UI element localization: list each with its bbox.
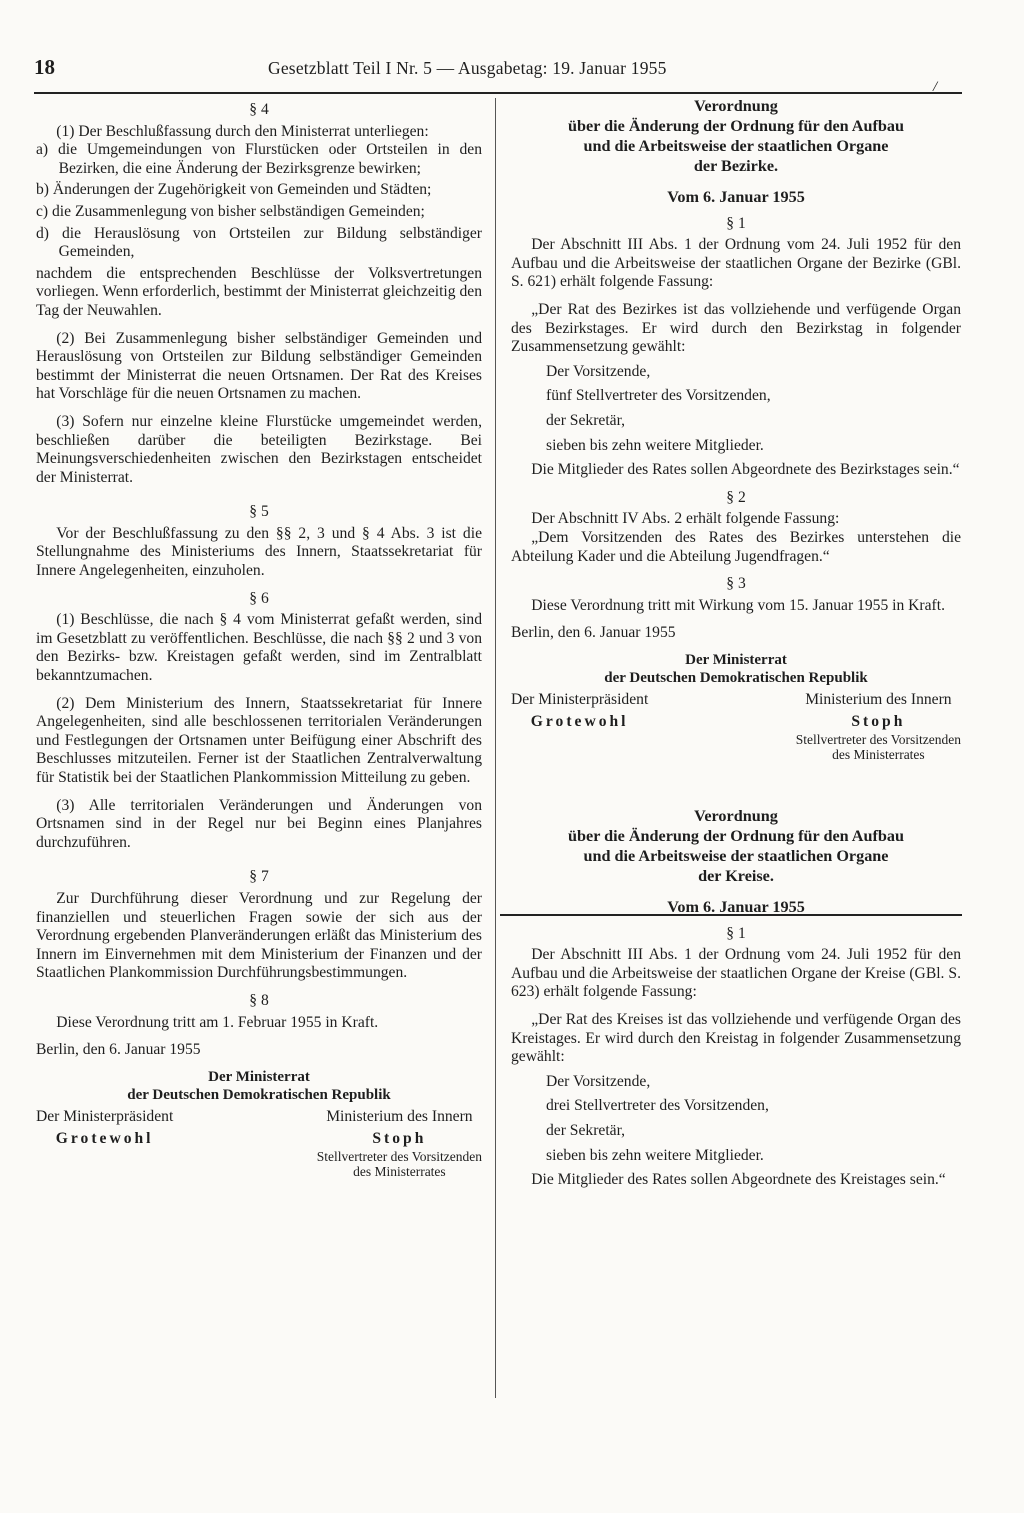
- list-item: a) die Umgemeindungen von Flurstücken oder Ortsteilen in den Bezirken, die eine Änderung der Bezirksgrenze bewirken;: [36, 141, 482, 177]
- decree-date: Vom 6. Januar 1955: [667, 188, 805, 206]
- quotation: [511, 1011, 961, 1190]
- running-title: Gesetzblatt Teil I Nr. 5 — Ausgabetag: 19. Januar 1955: [268, 58, 667, 78]
- member-line: drei Stellvertreter des Vorsitzenden,: [546, 1097, 769, 1115]
- signature-subtitle: des Ministerrates: [353, 1163, 446, 1179]
- page-number: 18: [34, 55, 55, 79]
- title-line: und die Arbeitsweise der staatlichen Organe: [583, 847, 889, 866]
- enumeration-list: [36, 141, 482, 262]
- left-column: [36, 96, 482, 1179]
- signature-name: Stoph: [372, 1130, 427, 1148]
- list-item: c) die Zusammenlegung von bisher selbständigen Gemeinden;: [36, 202, 425, 220]
- section-heading: § 2: [726, 488, 746, 506]
- section-heading: § 1: [726, 924, 746, 942]
- member-line: sieben bis zehn weitere Mitglieder.: [546, 1146, 764, 1164]
- list-item: b) Änderungen der Zugehörigkeit von Gemeinden und Städten;: [36, 181, 432, 199]
- paragraph: Diese Verordnung tritt am 1. Februar 1955 in Kraft.: [56, 1013, 379, 1031]
- decree-title: [511, 96, 961, 176]
- title-line: Verordnung: [694, 807, 778, 826]
- paragraph: „Der Rat des Kreises ist das vollziehende und verfügende Organ des Kreistages. Er wird durch den Kreistag in folgender Zusammensetzung gewählt:: [511, 1011, 961, 1066]
- paragraph: Die Mitglieder des Rates sollen Abgeordnete des Kreistages sein.“: [531, 1171, 946, 1189]
- paragraph: nachdem die entsprechenden Beschlüsse der Volksvertretungen vorliegen. Wenn erforderlich, bestimmt der Ministerrat gleichzeitig den Tag der Neuwahlen.: [36, 264, 482, 319]
- signature-name: Grotewohl: [530, 713, 629, 731]
- signer-line: Der Ministerrat: [685, 651, 787, 668]
- member-line: der Sekretär,: [546, 1122, 626, 1139]
- signature-right: [317, 1108, 482, 1179]
- paragraph: (1) Der Beschlußfassung durch den Ministerrat unterliegen:: [56, 122, 429, 140]
- title-line: Verordnung: [694, 97, 778, 115]
- section-heading: § 8: [249, 991, 269, 1009]
- signer-line: der Deutschen Demokratischen Republik: [127, 1086, 391, 1103]
- paragraph: (2) Bei Zusammenlegung bisher selbständiger Gemeinden und Herauslösung von Ortsteilen zur Bildung selbständiger Gemeinden bestimmt der Ministerrat die neuen Ortsnamen. Der Rat des Kreises hat Vorschläge für die neuen Ortsnamen zu machen.: [36, 329, 482, 403]
- signature-role: Der Ministerpräsident: [511, 690, 649, 708]
- title-line: und die Arbeitsweise der staatlichen Organe: [583, 137, 889, 155]
- margin-mark: /: [933, 79, 938, 95]
- signature-subtitle: des Ministerrates: [832, 747, 925, 763]
- signature-right: [796, 691, 961, 762]
- quotation: [511, 301, 961, 480]
- section-heading: § 7: [249, 868, 269, 886]
- signer-body: [36, 1068, 482, 1104]
- paragraph: „Der Rat des Bezirkes ist das vollziehende und verfügende Organ des Bezirkstages. Er wird durch den Bezirkstag in folgender Zusammensetzung gewählt:: [511, 300, 961, 356]
- paragraph: (1) Beschlüsse, die nach § 4 vom Ministerrat gefaßt werden, sind im Gesetzblatt zu veröffentlichen. Beschlüsse, die nach §§ 2 und 3 von den Bezirks- bzw. Kreistagen gefaßt werden, sind im Zentralblatt bekanntzumachen.: [36, 611, 482, 685]
- decree-date: Vom 6. Januar 1955: [667, 898, 805, 917]
- member-line: fünf Stellvertreter des Vorsitzenden,: [546, 387, 771, 405]
- signature-subtitle: Stellvertreter des Vorsitzenden: [316, 1148, 482, 1164]
- paragraph: (3) Alle territorialen Veränderungen und Änderungen von Ortsnamen sind in der Regel nur bei Beginn eines Planjahres durchzuführen.: [36, 796, 482, 851]
- section-heading: § 4: [249, 101, 269, 118]
- member-line: sieben bis zehn weitere Mitglieder.: [546, 436, 764, 454]
- member-line: Der Vorsitzende,: [546, 1072, 651, 1090]
- signature-row: [511, 691, 961, 762]
- paragraph: Zur Durchführung dieser Verordnung und zur Regelung der finanziellen und steuerlichen Fragen sowie der sich aus der Verordnung ergebenden Planveränderungen erläßt das Ministerium des Innern im Einvernehmen mit dem Ministerium der Finanzen und der Staatlichen Plankommission Durchführungsbestimmungen.: [36, 889, 482, 982]
- paragraph: (3) Sofern nur einzelne kleine Flurstücke umgemeindet werden, beschließen darüber die beteiligten Bezirkstage. Bei Meinungsverschiedenheiten zwischen den Bezirkstagen entscheidet der Ministerrat.: [36, 412, 482, 486]
- section-heading: § 3: [726, 575, 746, 593]
- paragraph: Der Abschnitt IV Abs. 2 erhält folgende Fassung:: [531, 510, 840, 528]
- title-line: der Kreise.: [698, 867, 774, 886]
- signature-left: [511, 691, 648, 762]
- member-line: der Sekretär,: [546, 411, 626, 429]
- signer-line: Der Ministerrat: [208, 1068, 310, 1085]
- title-line: über die Änderung der Ordnung für den Aufbau: [568, 827, 904, 846]
- place-date: Berlin, den 6. Januar 1955: [36, 1041, 201, 1059]
- signature-left: [36, 1108, 173, 1179]
- paragraph: Der Abschnitt III Abs. 1 der Ordnung vom 24. Juli 1952 für den Aufbau und die Arbeitsweise der staatlichen Organe der Kreise (GBl. S. 623) erhält folgende Fassung:: [511, 946, 961, 1001]
- section-heading: § 1: [726, 214, 746, 232]
- column-divider: [495, 98, 496, 1398]
- paragraph: (2) Dem Ministerium des Innern, Staatssekretariat für Innere Angelegenheiten, sind alle beschlossenen territorialen Veränderungen und Festlegungen der Ortsnamen unter Beifügung einer Abschrift des Beschlusses mitzuteilen. Ferner ist der Staatlichen Zentralverwaltung für Statistik bei der Staatlichen Plankommission Mitteilung zu geben.: [36, 694, 482, 786]
- paragraph: Vor der Beschlußfassung zu den §§ 2, 3 und § 4 Abs. 3 ist die Stellungnahme des Ministeriums des Innern, Staatssekretariat für Innere Angelegenheiten, einzuholen.: [36, 524, 482, 580]
- signer-body: [511, 651, 961, 687]
- paragraph: Die Mitglieder des Rates sollen Abgeordnete des Bezirkstages sein.“: [531, 461, 960, 479]
- signature-name: Stoph: [851, 713, 906, 731]
- place-date: Berlin, den 6. Januar 1955: [511, 624, 676, 642]
- signature-role: Ministerium des Innern: [805, 690, 952, 708]
- section-heading: § 5: [249, 503, 269, 521]
- member-line: Der Vorsitzende,: [546, 362, 651, 380]
- title-line: der Bezirke.: [693, 157, 779, 175]
- signature-name: Grotewohl: [55, 1130, 154, 1148]
- signature-row: [36, 1108, 482, 1179]
- right-column: [511, 96, 961, 1190]
- page-header: [34, 52, 962, 94]
- paragraph: Der Abschnitt III Abs. 1 der Ordnung vom 24. Juli 1952 für den Aufbau und die Arbeitsweise der staatlichen Organe der Bezirke (GBl. S. 621) erhält folgende Fassung:: [511, 236, 961, 291]
- signature-role: Der Ministerpräsident: [36, 1107, 174, 1125]
- list-item: d) die Herauslösung von Ortsteilen zur Bildung selbständiger Gemeinden,: [36, 224, 482, 261]
- paragraph: Diese Verordnung tritt mit Wirkung vom 15. Januar 1955 in Kraft.: [531, 596, 945, 614]
- section-heading: § 6: [249, 589, 269, 607]
- paragraph: „Dem Vorsitzenden des Rates des Bezirkes unterstehen die Abteilung Kader und die Abteilung Jugendfragen.“: [511, 528, 961, 565]
- signature-role: Ministerium des Innern: [326, 1107, 473, 1125]
- title-line: über die Änderung der Ordnung für den Aufbau: [568, 117, 904, 135]
- decree-title: [511, 806, 961, 886]
- signature-subtitle: Stellvertreter des Vorsitzenden: [795, 732, 961, 748]
- signer-line: der Deutschen Demokratischen Republik: [604, 669, 868, 686]
